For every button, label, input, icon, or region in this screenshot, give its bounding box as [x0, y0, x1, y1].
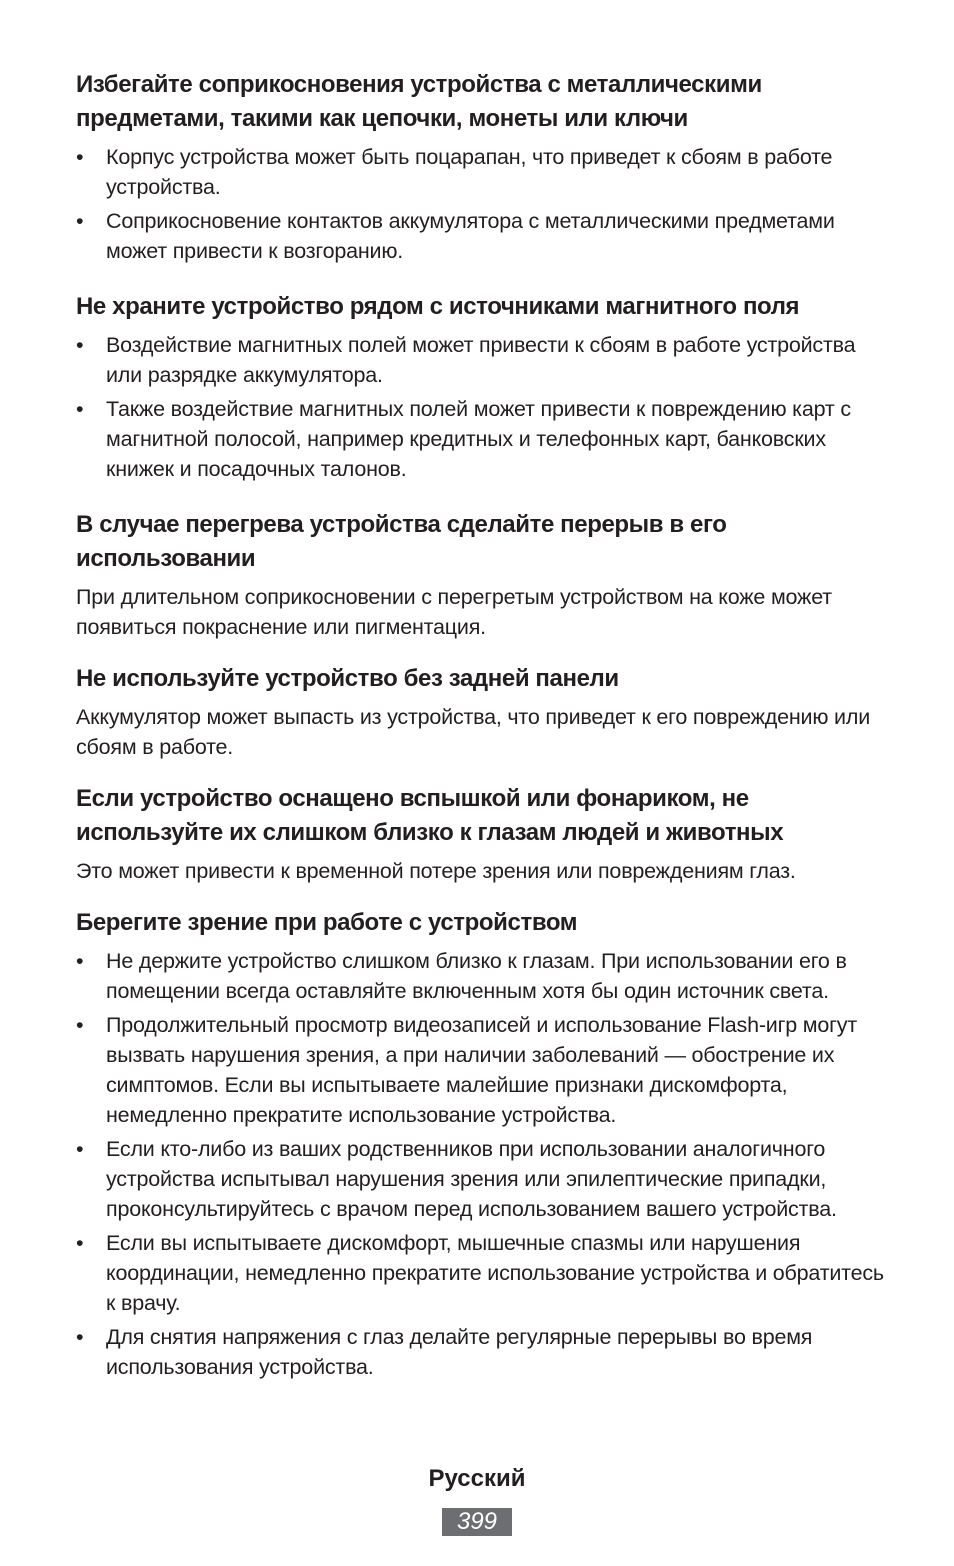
section-text: Аккумулятор может выпасть из устройства, что приведет к его повреждению или сбоям в работе. — [76, 705, 871, 759]
bullet-list — [76, 330, 886, 484]
section-text: При длительном соприкосновении с перегретым устройством на коже может появиться покраснение или пигментация. — [76, 585, 832, 639]
section-text: Это может привести к временной потере зрения или повреждениям глаз. — [76, 859, 796, 883]
section-flash — [76, 782, 886, 886]
bullet-item — [76, 946, 886, 1006]
bullet-list — [76, 142, 886, 266]
bullet-item — [76, 1322, 886, 1382]
bullet-icon: • — [76, 1231, 84, 1255]
section-heading: Не храните устройство рядом с источниками магнитного поля — [76, 293, 800, 320]
section-magnetic-fields — [76, 290, 886, 484]
bullet-text: Продолжительный просмотр видеозаписей и использование Flash-игр могут вызвать нарушения зрения, а при наличии заболеваний — обострение их симптомов. Если вы испытываете малейшие признаки дискомфорта, немедленно прекратите использование устройства. — [106, 1013, 857, 1127]
bullet-icon: • — [76, 1325, 84, 1349]
section-heading: Если устройство оснащено вспышкой или фонариком, не используйте их слишком близко к глазам людей и животных — [76, 785, 784, 846]
bullet-icon: • — [76, 145, 84, 169]
bullet-text: Соприкосновение контактов аккумулятора с металлическими предметами может привести к возгоранию. — [106, 209, 835, 263]
bullet-text: Не держите устройство слишком близко к глазам. При использовании его в помещении всегда оставляйте включенным хотя бы один источник света. — [106, 949, 847, 1003]
bullet-item — [76, 330, 886, 390]
section-heading: Избегайте соприкосновения устройства с металлическими предметами, такими как цепочки, монеты или ключи — [76, 71, 762, 132]
footer-language: Русский — [428, 1465, 526, 1492]
bullet-text: Если вы испытываете дискомфорт, мышечные спазмы или нарушения координации, немедленно прекратите использование устройства и обратитесь к врачу. — [106, 1231, 884, 1315]
bullet-text: Воздействие магнитных полей может привести к сбоям в работе устройства или разрядке аккумулятора. — [106, 333, 856, 387]
section-heading: Берегите зрение при работе с устройством — [76, 909, 578, 936]
section-metal-objects — [76, 68, 886, 266]
bullet-list — [76, 946, 886, 1382]
bullet-icon: • — [76, 1013, 84, 1037]
section-back-cover — [76, 662, 886, 762]
bullet-icon: • — [76, 1137, 84, 1161]
bullet-item — [76, 1228, 886, 1318]
bullet-text: Также воздействие магнитных полей может привести к повреждению карт с магнитной полосой, например кредитных и телефонных карт, банковских книжек и посадочных талонов. — [106, 397, 851, 481]
bullet-item — [76, 394, 886, 484]
bullet-icon: • — [76, 397, 84, 421]
bullet-item — [76, 1134, 886, 1224]
section-heading: Не используйте устройство без задней панели — [76, 665, 619, 692]
bullet-item — [76, 1010, 886, 1130]
page-number: 399 — [442, 1508, 512, 1536]
section-heading: В случае перегрева устройства сделайте перерыв в его использовании — [76, 511, 727, 572]
bullet-item — [76, 206, 886, 266]
bullet-text: Корпус устройства может быть поцарапан, что приведет к сбоям в работе устройства. — [106, 145, 833, 199]
bullet-icon: • — [76, 209, 84, 233]
bullet-icon: • — [76, 949, 84, 973]
document-body — [76, 68, 886, 1386]
bullet-item — [76, 142, 886, 202]
section-overheating — [76, 508, 886, 642]
bullet-text: Если кто-либо из ваших родственников при использовании аналогичного устройства испытывал нарушения зрения или эпилептические припадки, проконсультируйтесь с врачом перед использованием вашего устройства. — [106, 1137, 837, 1221]
bullet-icon: • — [76, 333, 84, 357]
section-eyesight — [76, 906, 886, 1382]
bullet-text: Для снятия напряжения с глаз делайте регулярные перерывы во время использования устройства. — [106, 1325, 813, 1379]
